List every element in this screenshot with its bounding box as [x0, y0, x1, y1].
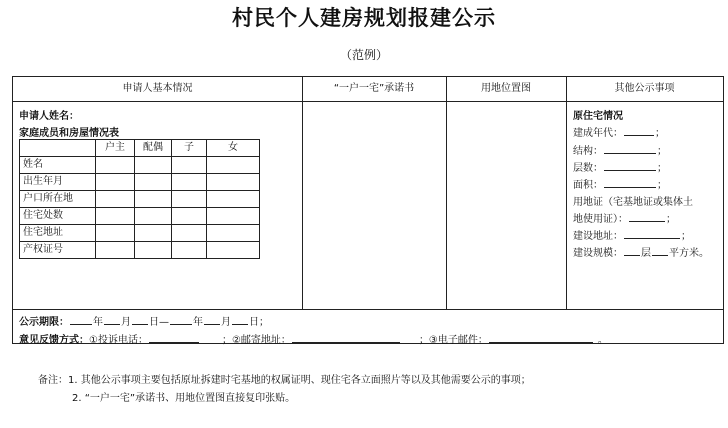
table-cell[interactable] — [172, 174, 207, 191]
month-unit: 月 — [221, 317, 231, 328]
land-cert-label-line1: 用地证（宅基地证或集体土 — [573, 197, 693, 208]
row-label: 住宅地址 — [20, 225, 96, 242]
header-location-map: 用地位置图 — [481, 83, 531, 94]
column-header: 女 — [207, 140, 260, 157]
built-year-field — [573, 124, 665, 139]
semicolon: ； — [681, 231, 691, 242]
column-header: 配偶 — [135, 140, 172, 157]
table-cell[interactable] — [172, 208, 207, 225]
row-label: 出生年月 — [20, 174, 96, 191]
page-title: 村民个人建房规划报建公示 — [232, 5, 496, 30]
table-cell[interactable] — [96, 242, 135, 259]
row-label: 户口所在地 — [20, 191, 96, 208]
floors-field — [573, 159, 667, 174]
table-cell[interactable] — [96, 174, 135, 191]
table-cell[interactable] — [135, 191, 172, 208]
period-divider — [13, 309, 723, 310]
semicolon: ； — [666, 214, 676, 225]
table-cell[interactable] — [135, 208, 172, 225]
blank-line[interactable] — [604, 144, 656, 154]
table-cell[interactable] — [135, 157, 172, 174]
day-dash: 日— — [149, 317, 169, 328]
applicant-name-label: 申请人姓名： — [19, 111, 79, 122]
blank-line[interactable] — [204, 315, 220, 325]
phone-label: ①投诉电话： — [89, 335, 148, 346]
semicolon: ； — [655, 128, 665, 139]
blank-line[interactable] — [624, 126, 654, 136]
period-field — [19, 313, 269, 328]
blank-line[interactable] — [652, 246, 668, 256]
blank-line[interactable] — [232, 315, 248, 325]
blank-line[interactable] — [604, 178, 656, 188]
table-row — [20, 225, 260, 242]
table-cell[interactable] — [135, 174, 172, 191]
family-table-title: 家庭成员和房屋情况表 — [19, 128, 119, 139]
table-cell[interactable] — [207, 157, 260, 174]
table-cell[interactable] — [135, 242, 172, 259]
notice-form-table — [12, 76, 724, 344]
area-unit: 平方米。 — [669, 248, 709, 259]
mail-blank[interactable] — [292, 333, 400, 343]
mail-label: ；②邮寄地址： — [221, 335, 291, 346]
note-line-2: 2. “一户一宅”承诺书、用地位置图直接复印张贴。 — [72, 393, 296, 404]
feedback-label: 意见反馈方式： — [19, 335, 89, 346]
area-label: 面积： — [573, 180, 603, 191]
table-cell[interactable] — [172, 242, 207, 259]
row-label: 产权证号 — [20, 242, 96, 259]
table-cell[interactable] — [96, 191, 135, 208]
email-label: ；③电子邮件： — [418, 335, 488, 346]
header-other-items: 其他公示事项 — [614, 83, 675, 94]
year-unit: 年 — [93, 317, 103, 328]
table-cell[interactable] — [207, 191, 260, 208]
table-row — [20, 157, 260, 174]
header-divider — [13, 101, 723, 102]
area-field — [573, 176, 667, 191]
column-header: 子 — [172, 140, 207, 157]
page-subtitle: （范例） — [339, 48, 388, 62]
blank-line[interactable] — [104, 315, 120, 325]
blank-line[interactable] — [70, 315, 92, 325]
structure-field — [573, 142, 667, 157]
note-line-1: 备注：1. 其他公示事项主要包括原址拆建时宅基地的权属证明、现住宅各立面照片等以及其他需要公示的事项； — [38, 375, 531, 386]
table-cell[interactable] — [96, 208, 135, 225]
blank-line[interactable] — [624, 246, 640, 256]
column-divider — [566, 77, 567, 309]
semicolon: ； — [657, 146, 667, 157]
period-label: 公示期限： — [19, 317, 69, 328]
header-commitment: “一户一宅”承诺书 — [333, 83, 415, 94]
built-year-label: 建成年代： — [573, 128, 623, 139]
blank-line[interactable] — [629, 212, 665, 222]
column-header: 户主 — [96, 140, 135, 157]
build-address-label: 建设地址： — [573, 231, 623, 242]
row-label: 住宅处数 — [20, 208, 96, 225]
table-row — [20, 208, 260, 225]
table-row — [20, 242, 260, 259]
email-blank[interactable] — [489, 333, 593, 343]
semicolon: ； — [657, 163, 667, 174]
floor-unit: 层 — [641, 248, 651, 259]
table-cell[interactable] — [135, 225, 172, 242]
day-end: 日； — [249, 317, 269, 328]
floors-label: 层数： — [573, 163, 603, 174]
build-scale-label: 建设规模： — [573, 248, 623, 259]
month-unit: 月 — [121, 317, 131, 328]
land-cert-label-line2: 地使用证）： — [573, 214, 628, 225]
notes — [38, 372, 531, 408]
table-cell[interactable] — [207, 242, 260, 259]
blank-line[interactable] — [170, 315, 192, 325]
build-address-field — [573, 227, 691, 242]
column-divider — [446, 77, 447, 309]
feedback-field — [19, 331, 608, 346]
semicolon: ； — [657, 180, 667, 191]
table-cell[interactable] — [96, 225, 135, 242]
table-cell[interactable] — [207, 225, 260, 242]
table-row — [20, 174, 260, 191]
structure-label: 结构： — [573, 146, 603, 157]
land-cert-field — [573, 210, 676, 225]
table-cell[interactable] — [207, 174, 260, 191]
family-members-table — [19, 139, 260, 259]
row-label: 姓名 — [20, 157, 96, 174]
table-corner-cell — [20, 140, 96, 157]
table-cell[interactable] — [172, 191, 207, 208]
blank-line[interactable] — [132, 315, 148, 325]
header-applicant: 申请人基本情况 — [122, 83, 193, 94]
phone-blank[interactable] — [149, 333, 199, 343]
blank-line[interactable] — [604, 161, 656, 171]
table-cell[interactable] — [207, 208, 260, 225]
column-divider — [302, 77, 303, 309]
table-cell[interactable] — [96, 157, 135, 174]
table-cell[interactable] — [172, 225, 207, 242]
original-house-title: 原住宅情况 — [573, 111, 623, 122]
blank-line[interactable] — [624, 229, 680, 239]
feedback-end: 。 — [597, 335, 608, 346]
build-scale-field — [573, 244, 709, 259]
year-unit: 年 — [193, 317, 203, 328]
table-row — [20, 191, 260, 208]
table-cell[interactable] — [172, 157, 207, 174]
table-header-row — [20, 140, 260, 157]
